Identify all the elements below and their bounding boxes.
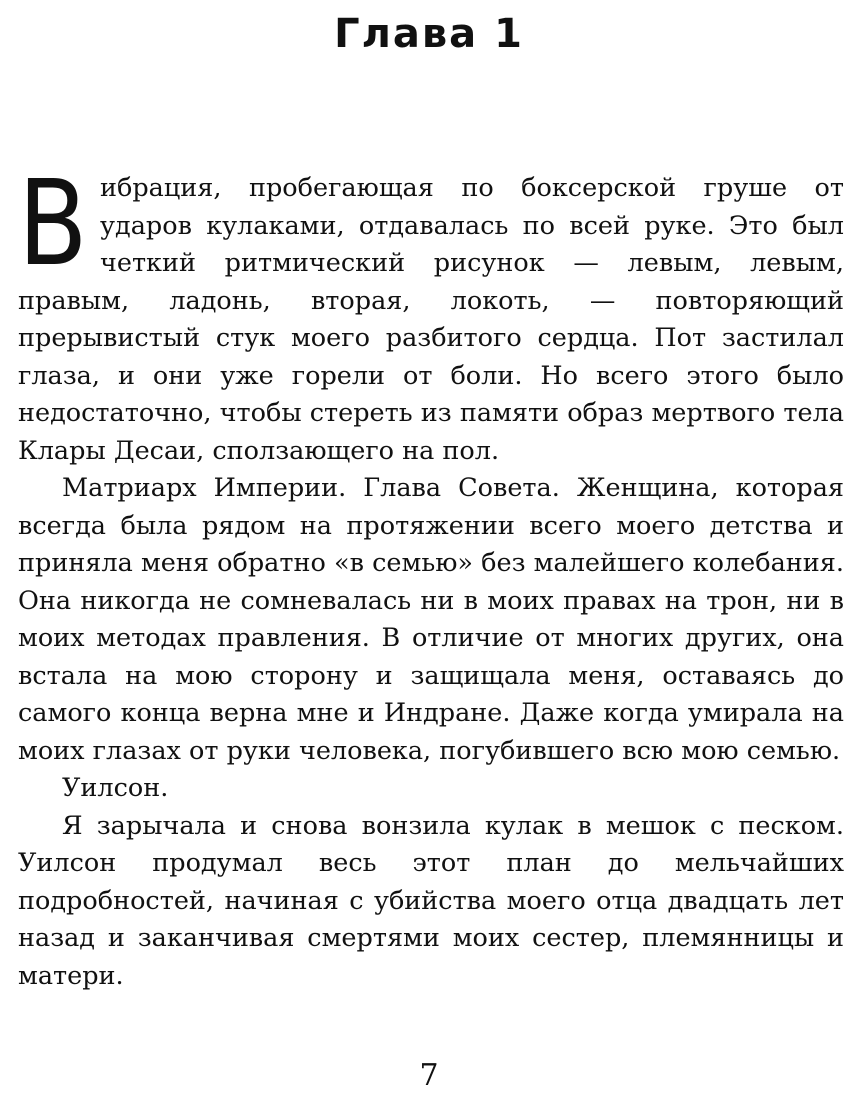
page-number: 7 bbox=[419, 1058, 439, 1093]
paragraph-4: Я зарычала и снова вонзила кулак в мешок с песком. Уилсон продумал весь этот план до мельчайших подробностей, начиная с убийства моего отца двадцать лет назад и заканчивая смертями моих сестер, племянницы и матери. bbox=[18, 810, 844, 991]
drop-cap: В bbox=[18, 154, 88, 292]
paragraph-2: Матриарх Империи. Глава Совета. Женщина, которая всегда была рядом на протяжении всего моего детства и приняла меня обратно «в семью» без малейшего колебания. Она никогда не сомневалась ни в моих правах на трон, ни в моих методах правления. В отличие от многих других, она встала на мою сторону и защищала меня, оставаясь до самого конца верна мне и Индране. Даже когда умирала на моих глазах от руки человека, погубившего всю мою семью. bbox=[18, 473, 844, 766]
paragraph-1 bbox=[18, 154, 844, 470]
paragraph-3: Уилсон. bbox=[62, 773, 169, 803]
chapter-body bbox=[18, 154, 844, 995]
chapter-title: Глава 1 bbox=[334, 11, 524, 57]
paragraph-1-text: ибрация, пробегающая по боксерской груше от ударов кулаками, отдавалась по всей руке. Это был четкий ритмический рисунок — левым, левым, правым, ладонь, вторая, локоть, — повторяющий прерывистый стук моего разбитого сердца. Пот застилал глаза, и они уже горели от боли. Но всего этого было недостаточно, чтобы стереть из памяти образ мертвого тела Клары Десаи, сползающего на пол. bbox=[18, 173, 844, 466]
